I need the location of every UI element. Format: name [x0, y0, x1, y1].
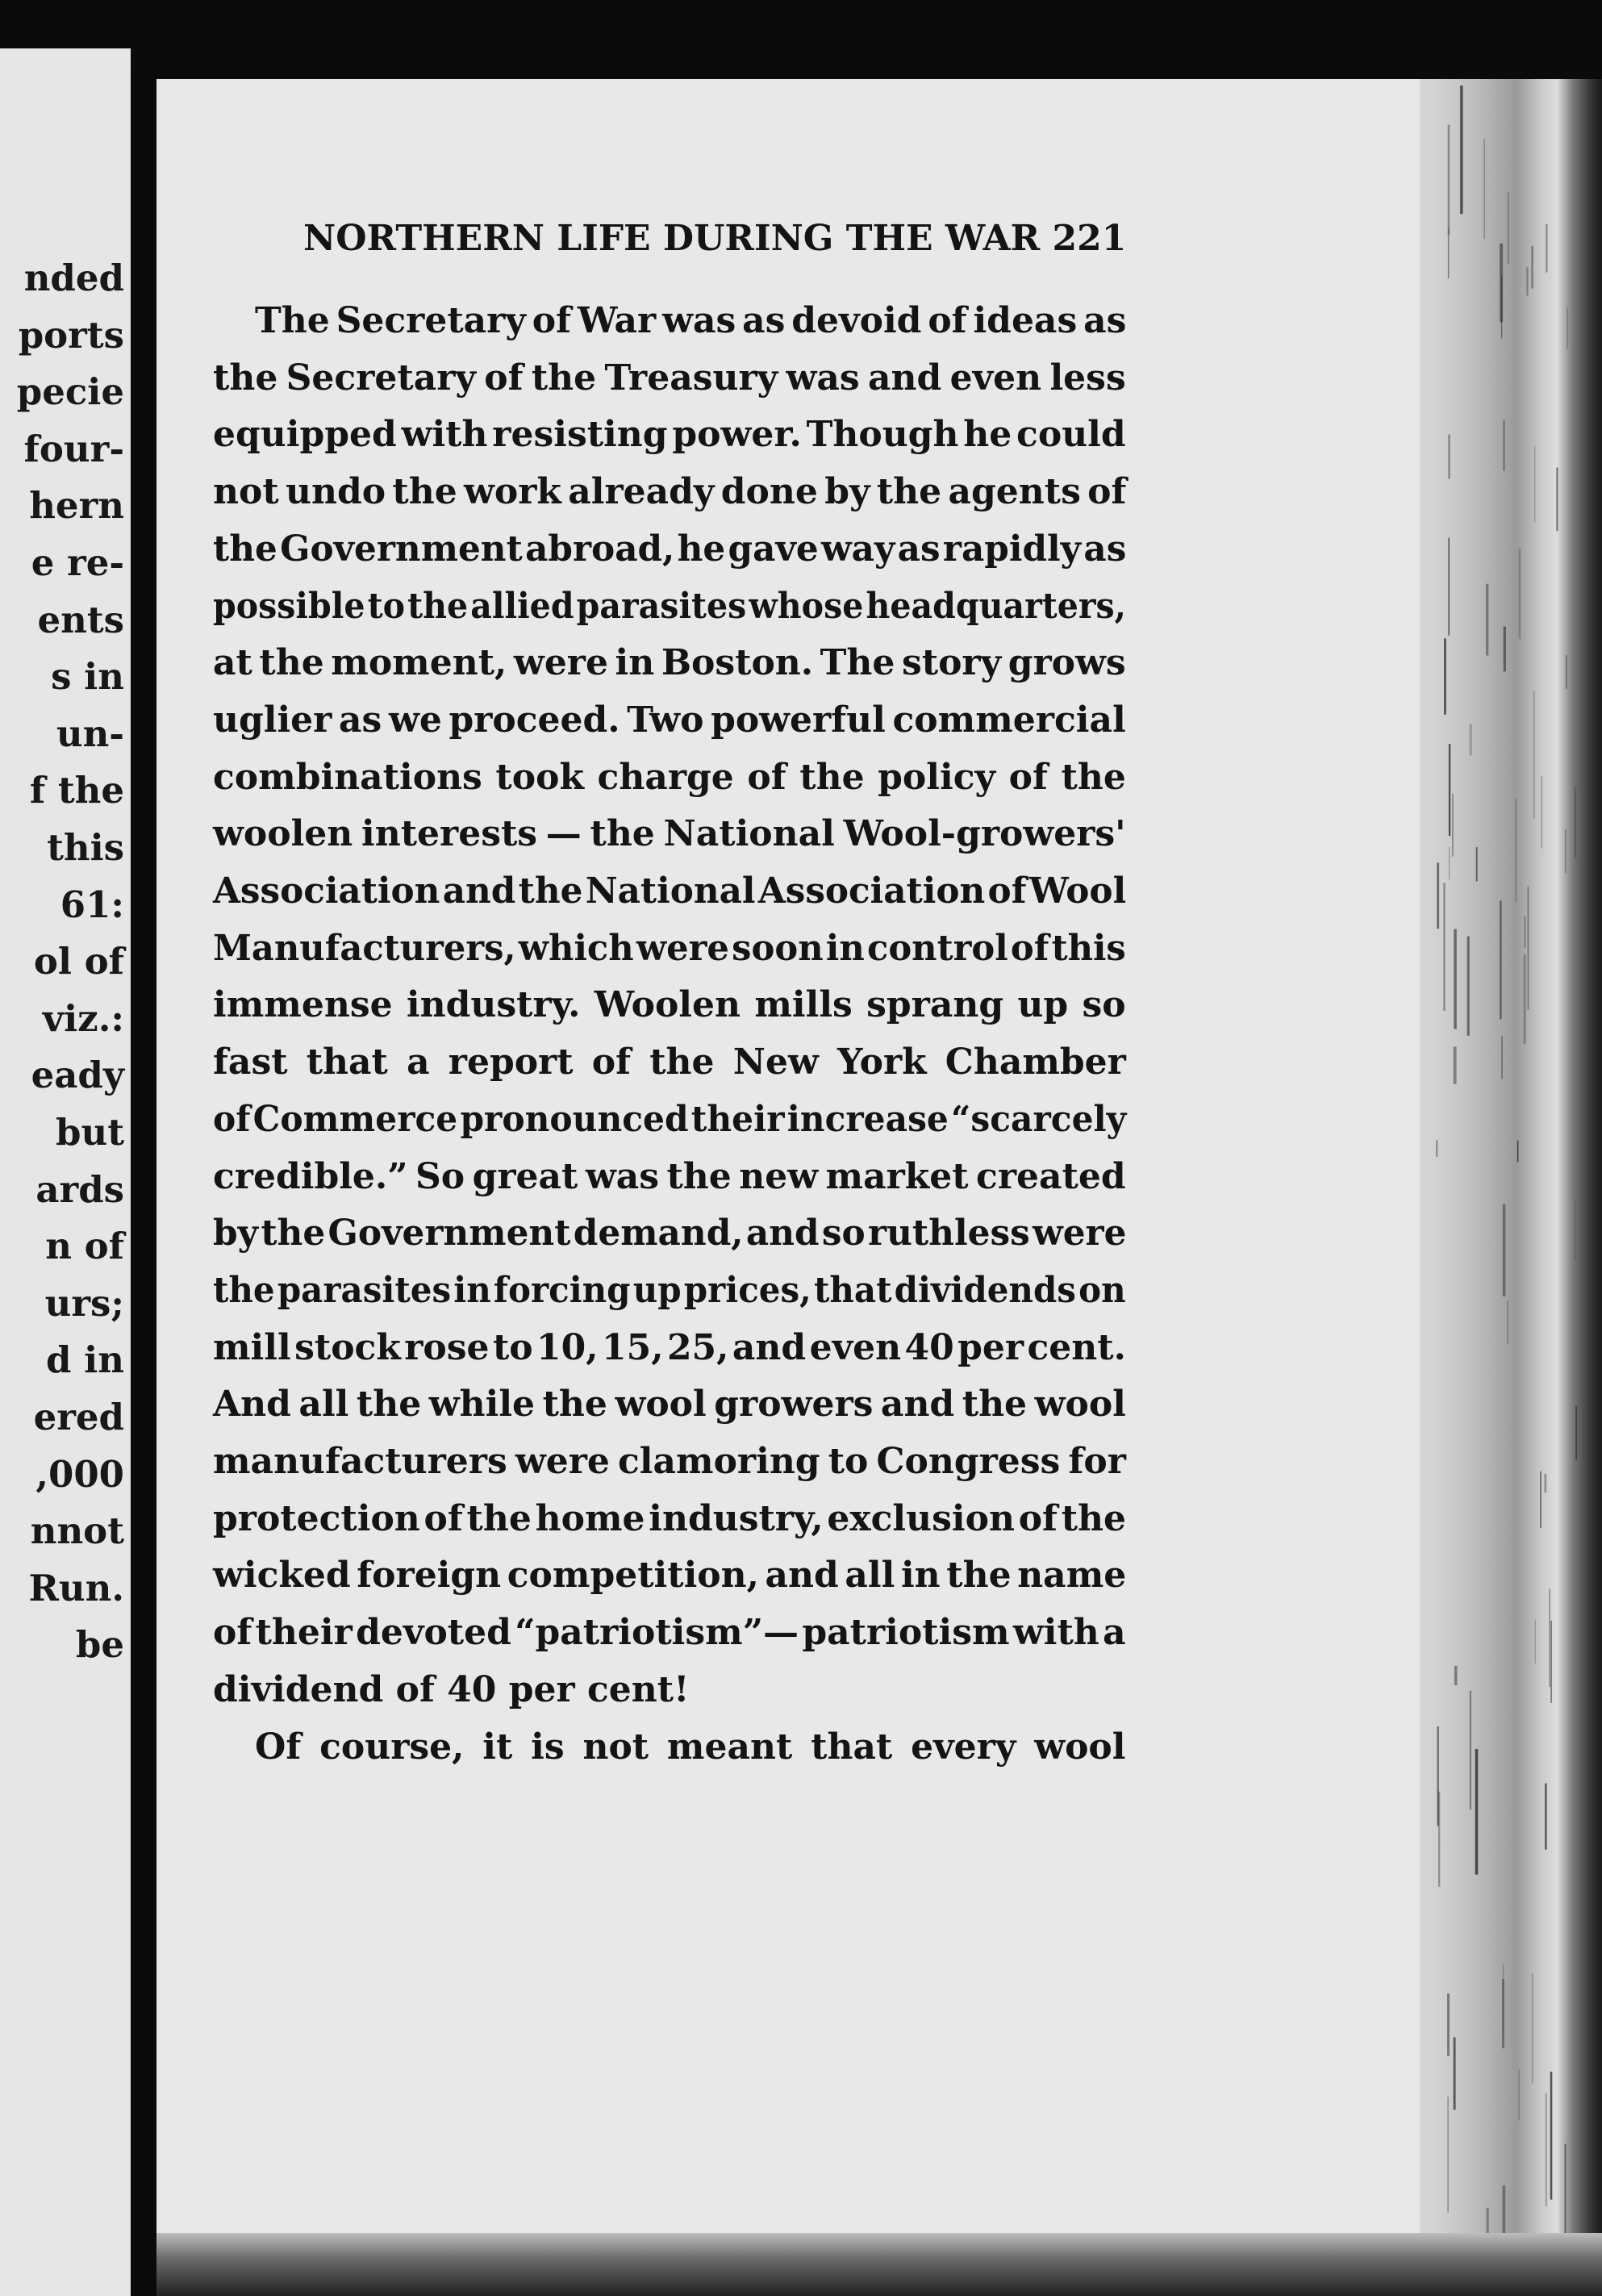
edge-scratch — [1546, 224, 1547, 273]
edge-scratch — [1528, 887, 1529, 1010]
edge-scratch — [1476, 847, 1478, 881]
text-line: equipped with resisting power. Though he could — [213, 414, 1126, 456]
facing-page-fragment: ards — [35, 1167, 124, 1211]
edge-scratch — [1436, 1140, 1437, 1157]
edge-scratch — [1566, 655, 1567, 689]
text-line: And all the while the wool growers and the wool — [213, 1384, 1126, 1426]
edge-scratch — [1448, 435, 1450, 479]
text-line: manufacturers were clamoring to Congress for — [213, 1441, 1126, 1482]
edge-scratch — [1454, 1046, 1457, 1084]
edge-scratch — [1500, 900, 1502, 1019]
edge-scratch — [1484, 139, 1485, 239]
facing-page-fragment: e re- — [31, 541, 124, 584]
edge-scratch — [1500, 244, 1503, 323]
text-line: dividend of 40 per cent! — [213, 1668, 690, 1710]
running-head — [303, 218, 1126, 259]
edge-scratch — [1526, 267, 1528, 295]
text-line: of their devoted “patriotism”— patriotism with a — [213, 1612, 1126, 1654]
page-bottom-edge — [156, 2233, 1602, 2296]
facing-page-fragment: ,000 — [35, 1452, 124, 1496]
edge-scratch — [1516, 799, 1517, 902]
edge-scratch — [1532, 1973, 1533, 2083]
edge-scratch — [1503, 420, 1504, 471]
edge-scratch — [1534, 446, 1536, 522]
facing-page-fragment: ports — [18, 313, 124, 357]
edge-scratch — [1447, 2097, 1449, 2213]
text-line: the Government abroad, he gave way as rapidly as — [213, 528, 1127, 570]
text-line: not undo the work already done by the agents of — [213, 471, 1127, 513]
running-head-title: NORTHERN LIFE DURING THE WAR — [303, 218, 1041, 259]
facing-page-left — [0, 48, 131, 2296]
edge-scratch — [1519, 549, 1521, 640]
edge-scratch — [1507, 1300, 1508, 1344]
text-line: at the moment, were in Boston. The story grows — [213, 642, 1126, 684]
text-line: immense industry. Woolen mills sprang up so — [213, 984, 1126, 1026]
edge-scratch — [1470, 1691, 1471, 1810]
text-line: possible to the allied parasites whose headquarters, — [213, 585, 1126, 627]
text-line: wicked foreign competition, and all in the name — [213, 1555, 1127, 1597]
edge-scratch — [1508, 193, 1509, 264]
edge-scratch — [1438, 1792, 1440, 1887]
edge-scratch — [1454, 1666, 1458, 1685]
edge-scratch — [1501, 1036, 1503, 1079]
edge-scratch — [1550, 2072, 1553, 2200]
facing-page-fragment: d in — [46, 1338, 124, 1382]
edge-scratch — [1449, 847, 1450, 879]
facing-page-fragment: urs; — [44, 1281, 124, 1325]
edge-scratch — [1535, 1620, 1536, 1664]
edge-scratch — [1533, 691, 1535, 818]
edge-scratch — [1550, 1621, 1552, 1703]
text-line: mill stock rose to 10, 15, 25, and even 40 per cent. — [213, 1326, 1126, 1368]
edge-scratch — [1447, 1993, 1450, 2056]
text-line: protection of the home industry, exclusion of the — [213, 1497, 1127, 1539]
edge-scratch — [1575, 1406, 1577, 1460]
text-line: of Commerce pronounced their increase “scarcely — [213, 1098, 1127, 1140]
edge-scratch — [1467, 937, 1470, 1036]
facing-page-fragment: ered — [33, 1396, 124, 1438]
edge-scratch — [1519, 2069, 1520, 2120]
facing-page-fragment: s in — [51, 655, 124, 699]
edge-scratch — [1517, 1141, 1519, 1163]
text-line: fast that a report of the New York Chamber — [213, 1042, 1126, 1083]
facing-page-fragment: be — [75, 1623, 124, 1667]
facing-page-fragment: n of — [45, 1225, 124, 1268]
facing-page-fragment: ol of — [33, 940, 124, 983]
edge-scratch — [1449, 537, 1450, 635]
facing-page-fragment: this — [47, 826, 124, 869]
facing-page-fragment: pecie — [16, 370, 124, 414]
edge-scratch — [1448, 228, 1450, 279]
facing-page-fragment: viz.: — [42, 996, 124, 1040]
edge-scratch — [1531, 246, 1533, 289]
edge-scratch — [1460, 86, 1463, 214]
edge-scratch — [1443, 883, 1445, 1011]
text-line: The Secretary of War was as devoid of ideas as — [255, 300, 1127, 341]
text-line: Association and the National Association of Wool — [213, 870, 1127, 912]
facing-page-fragment: four- — [23, 427, 124, 470]
page-number: 221 — [1052, 218, 1127, 259]
edge-scratch — [1503, 1204, 1506, 1296]
text-line: uglier as we proceed. Two powerful commercial — [213, 699, 1126, 741]
edge-scratch — [1524, 954, 1526, 1044]
edge-scratch — [1449, 744, 1450, 836]
facing-page-fragment: but — [56, 1111, 124, 1154]
facing-page-fragment: nnot — [30, 1509, 124, 1553]
edge-scratch — [1575, 1200, 1576, 1260]
text-line: woolen interests — the National Wool-growers' — [213, 813, 1126, 855]
text-line: Manufacturers, which were soon in control of this — [213, 927, 1126, 969]
page-edge-texture — [1420, 79, 1602, 2296]
text-line: by the Government demand, and so ruthless were — [213, 1213, 1127, 1254]
edge-scratch — [1503, 1964, 1504, 2037]
edge-scratch — [1567, 307, 1568, 349]
edge-scratch — [1556, 468, 1558, 531]
facing-page-fragment: un- — [56, 712, 124, 755]
edge-scratch — [1565, 829, 1567, 873]
edge-scratch — [1575, 787, 1576, 858]
edge-scratch — [1444, 638, 1446, 715]
facing-page-fragment: hern — [29, 484, 124, 528]
facing-page-fragment: 61: — [60, 883, 124, 926]
edge-scratch — [1549, 1588, 1550, 1687]
edge-scratch — [1475, 1749, 1479, 1875]
edge-scratch — [1545, 1784, 1547, 1850]
text-line: combinations took charge of the policy of the — [213, 756, 1126, 798]
text-line: Of course, it is not meant that every wool — [255, 1726, 1126, 1768]
edge-scratch — [1546, 2093, 1547, 2206]
text-line: the parasites in forcing up prices, that dividends on — [213, 1269, 1126, 1311]
edge-scratch — [1540, 1472, 1542, 1528]
facing-page-fragment: Run. — [28, 1566, 124, 1609]
edge-scratch — [1470, 724, 1472, 755]
edge-scratch — [1454, 929, 1457, 1029]
edge-scratch — [1545, 1474, 1547, 1492]
edge-scratch — [1486, 584, 1488, 656]
facing-page-fragment: eady — [31, 1054, 124, 1097]
edge-scratch — [1454, 2037, 1456, 2110]
facing-page-fragment: nded — [23, 257, 124, 299]
edge-scratch — [1452, 794, 1453, 857]
facing-page-fragment: f the — [29, 769, 124, 812]
text-line: the Secretary of the Treasury was and even less — [213, 357, 1126, 399]
edge-scratch — [1504, 627, 1506, 672]
facing-page-fragment: ents — [37, 598, 124, 641]
edge-scratch — [1448, 125, 1450, 235]
text-line: credible.” So great was the new market created — [213, 1155, 1126, 1197]
book-gutter — [131, 73, 156, 2296]
edge-scratch — [1437, 862, 1439, 929]
